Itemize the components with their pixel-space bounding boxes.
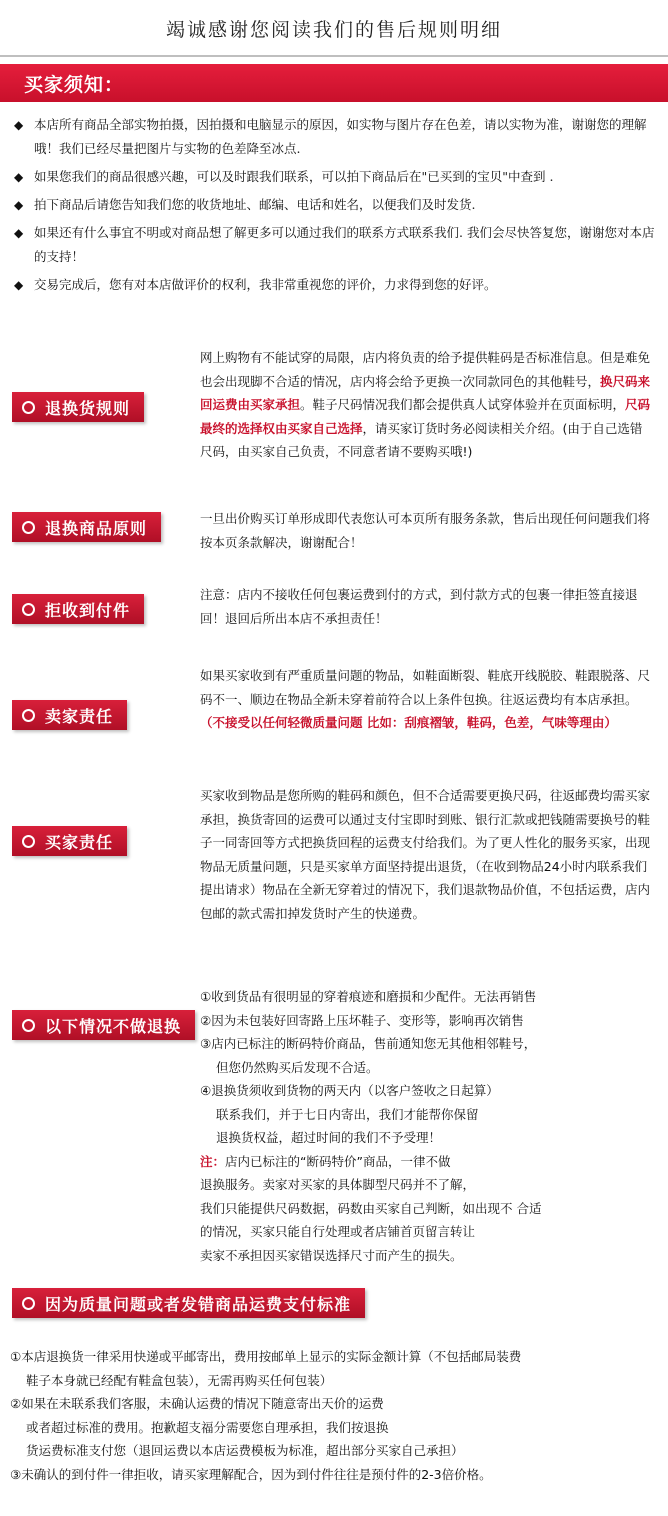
note-line: 卖家不承担因买家错误选择尺寸而产生的损失。 (200, 1247, 463, 1263)
no-return-line: 但您仍然购买后发现不合适。 (216, 1059, 379, 1075)
seller-duty-text (200, 664, 652, 735)
circle-icon (22, 401, 35, 414)
buyer-duty-badge (12, 826, 127, 856)
note-line: 退换服务。卖家对买家的具体脚型尺码并不了解， (200, 1177, 476, 1192)
circle-icon (22, 1019, 35, 1032)
no-return-badge (12, 1010, 195, 1040)
notice-text: 如果还有什么事宜不明或对商品想了解更多可以通过我们的联系方式联系我们. 我们会尽快答复您，谢谢您对本店的支持！ (34, 225, 655, 264)
rule-text: ，请买家订货时务必阅读相关介绍。(由于自己选错尺码，由买家自己负责，不同意者请不要购买哦!) (200, 420, 643, 459)
duty-highlight: （不接受以任何轻微质量问题 比如：刮痕褶皱，鞋码，色差，气味等理由） (200, 715, 617, 730)
diamond-bullet-icon: ◆ (14, 278, 24, 292)
notice-item (14, 273, 660, 297)
diamond-bullet-icon: ◆ (14, 170, 24, 184)
seller-duty-badge (12, 700, 127, 730)
exchange-principle-badge (12, 512, 161, 542)
notice-list (14, 113, 660, 297)
badge-label: 拒收到付件 (45, 600, 131, 620)
circle-icon (22, 603, 35, 616)
page-title: 竭诚感谢您阅读我们的售后规则明细 (165, 18, 502, 41)
badge-label: 退换商品原则 (45, 518, 148, 538)
title-divider (0, 55, 668, 57)
badge-label: 以下情况不做退换 (45, 1016, 182, 1036)
cost-line: 鞋子本身就已经配有鞋盒包装），无需再购买任何包装） (26, 1372, 333, 1388)
refuse-cod-text: 注意：店内不接收任何包裹运费到付的方式，到付款方式的包裹一律拒签直接退回！退回后所出本店不承担责任！ (200, 587, 638, 626)
no-return-line: 联系我们，并于七日内寄出，我们才能帮你保留 (216, 1106, 479, 1122)
no-return-line: ③店内已标注的断码特价商品，售前通知您无其他相邻鞋号， (200, 1036, 537, 1051)
buyer-duty-text: 买家收到物品是您所购的鞋码和颜色，但不合适需要更换尺码，往返邮费均需买家承担，换货寄回的运费可以通过支付宝即时到账、银行汇款或把钱随需要换号的鞋子一同寄回等方式把换货回程的运费支付给我们。为了更人性化的服务买家，出现物品无质量问题，只是买家单方面坚持提出退货，（在收到物品24小时内联系我们提出请求）物品在全新无穿着过的情况下，我们退款物品价值，不包括运费，店内包邮的款式需扣掉发货时产生的快递费。 (200, 788, 651, 921)
rule-highlight: 尺码最终的选择权由买家自己选择 (200, 397, 651, 436)
note-label: 注： (200, 1153, 226, 1169)
notice-text: 交易完成后，您有对本店做评价的权利，我非常重视您的评价，力求得到您的好评。 (34, 277, 497, 292)
badge-label: 因为质量问题或者发错商品运费支付标准 (45, 1294, 352, 1314)
no-return-text (200, 985, 652, 1267)
no-return-line: ④退换货须收到货物的两天内（以客户签收之日起算） (200, 1083, 499, 1098)
notice-item (14, 113, 660, 161)
circle-icon (22, 1297, 35, 1310)
diamond-bullet-icon: ◆ (14, 226, 24, 240)
exchange-rules-badge (12, 392, 144, 422)
shipping-cost-text (10, 1345, 660, 1486)
rule-text: 网上购物有不能试穿的局限，店内将负责的给予提供鞋码是否标准信息。但是难免也会出现脚不合适的情况，店内将会给予更换一次同款同色的其他鞋号， (200, 350, 651, 389)
cost-line: 货运费标准支付您（退回运费以本店运费模板为标准，超出部分买家自己承担） (26, 1443, 464, 1458)
circle-icon (22, 521, 35, 534)
circle-icon (22, 709, 35, 722)
cost-line: ③未确认的到付件一律拒收，请买家理解配合，因为到付件往往是预付件的2-3倍价格。 (10, 1466, 492, 1482)
no-return-line: 退换货权益，超过时间的我们不予受理！ (216, 1130, 442, 1145)
notice-text: 拍下商品后请您告知我们您的收货地址、邮编、电话和姓名，以便我们及时发货. (34, 197, 476, 212)
cost-line: 或者超过标准的费用。抱歉超支福分需要您自理承担，我们按退换 (26, 1419, 389, 1435)
rule-highlight: 换尺码来回运费由买家承担 (200, 373, 651, 412)
note-line: 我们只能提供尺码数据，码数由买家自己判断，如出现不 合适 (200, 1200, 542, 1216)
exchange-principle-text: 一旦出价购买订单形成即代表您认可本页所有服务条款，售后出现任何问题我们将按本页条款解决，谢谢配合！ (200, 511, 651, 550)
buyer-notice-banner (0, 64, 668, 102)
notice-item (14, 221, 660, 269)
refuse-cod-badge (12, 594, 144, 624)
note-line: 店内已标注的“断码特价”商品，一律不做 (225, 1153, 451, 1169)
shipping-cost-badge (12, 1288, 365, 1318)
note-line: 的情况，买家只能自行处理或者店铺首页留言转让 (200, 1224, 476, 1239)
notice-item (14, 193, 660, 217)
cost-line: ①本店退换货一律采用快递或平邮寄出，费用按邮单上显示的实际金额计算（不包括邮局装费 (10, 1349, 522, 1364)
cost-line: ②如果在未联系我们客服，未确认运费的情况下随意寄出天价的运费 (10, 1396, 384, 1411)
notice-text: 本店所有商品全部实物拍摄，因拍摄和电脑显示的原因，如实物与图片存在色差，请以实物为准，谢谢您的理解哦！我们已经尽量把图片与实物的色差降至冰点. (34, 117, 647, 156)
notice-item (14, 165, 660, 189)
diamond-bullet-icon: ◆ (14, 198, 24, 212)
circle-icon (22, 835, 35, 848)
rule-text: 。鞋子尺码情况我们都会提供真人试穿体验并在页面标明， (300, 397, 626, 412)
no-return-line: ①收到货品有很明显的穿着痕迹和磨损和少配件。无法再销售 (200, 989, 537, 1004)
badge-label: 卖家责任 (45, 706, 114, 726)
banner-title: 买家须知： (24, 73, 125, 96)
badge-label: 买家责任 (45, 832, 114, 852)
no-return-line: ②因为未包装好回寄路上压坏鞋子、变形等，影响再次销售 (200, 1012, 524, 1028)
exchange-rules-text (200, 346, 652, 464)
diamond-bullet-icon: ◆ (14, 118, 24, 132)
notice-text: 如果您我们的商品很感兴趣，可以及时跟我们联系，可以拍下商品后在"已买到的宝贝"中查到 . (34, 169, 554, 184)
badge-label: 退换货规则 (45, 398, 131, 418)
duty-text: 如果买家收到有严重质量问题的物品，如鞋面断裂、鞋底开线脱胶、鞋跟脱落、尺码不一、顺边在物品全新未穿着前符合以上条件包换。往返运费均有本店承担。 (200, 668, 651, 707)
